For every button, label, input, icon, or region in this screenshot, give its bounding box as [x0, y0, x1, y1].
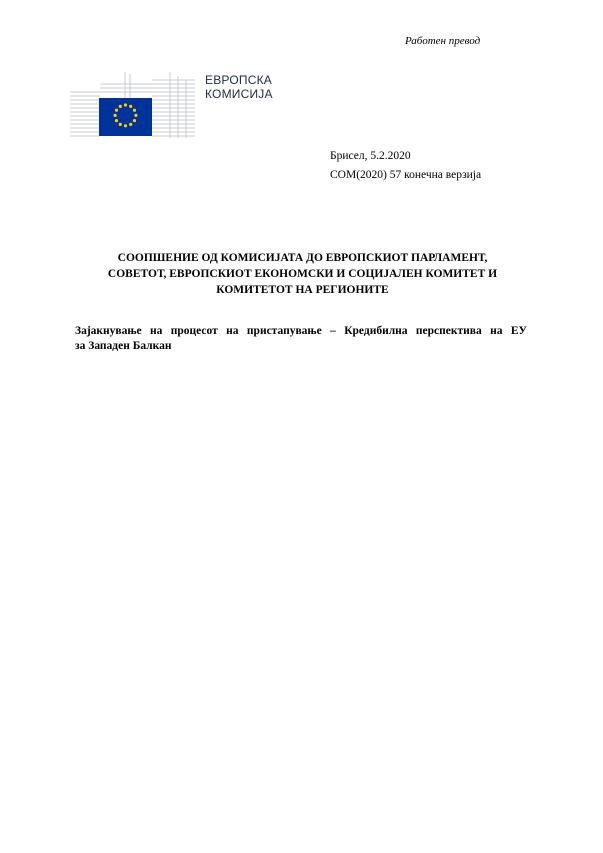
- document-title: [75, 250, 530, 298]
- document-title-line1: СООПШЕНИЕ ОД КОМИСИЈАТА ДО ЕВРОПСКИОТ ПАРЛАМЕНТ,: [117, 252, 488, 264]
- document-reference: COM(2020) 57 конечна верзија: [330, 169, 482, 181]
- commission-name: [205, 73, 273, 101]
- document-title-line2: СОВЕТОТ, ЕВРОПСКИОТ ЕКОНОМСКИ И СОЦИЈАЛЕН КОМИТЕТ И: [107, 268, 498, 280]
- place-date: Брисел, 5.2.2020: [330, 150, 411, 162]
- document-subject: [75, 324, 527, 354]
- document-subject-line1: Зајакнување на процесот на пристапување – Кредибилна перспектива на ЕУ: [75, 325, 527, 337]
- working-translation-label: Работен превод: [405, 35, 481, 47]
- document-title-line3: КОМИТЕТОТ НА РЕГИОНИТЕ: [216, 284, 389, 296]
- commission-name-line2: КОМИСИЈА: [205, 87, 273, 101]
- commission-name-line1: ЕВРОПСКА: [205, 73, 272, 87]
- document-subject-line2: за Западен Балкан: [75, 340, 172, 352]
- document-meta: [330, 147, 481, 185]
